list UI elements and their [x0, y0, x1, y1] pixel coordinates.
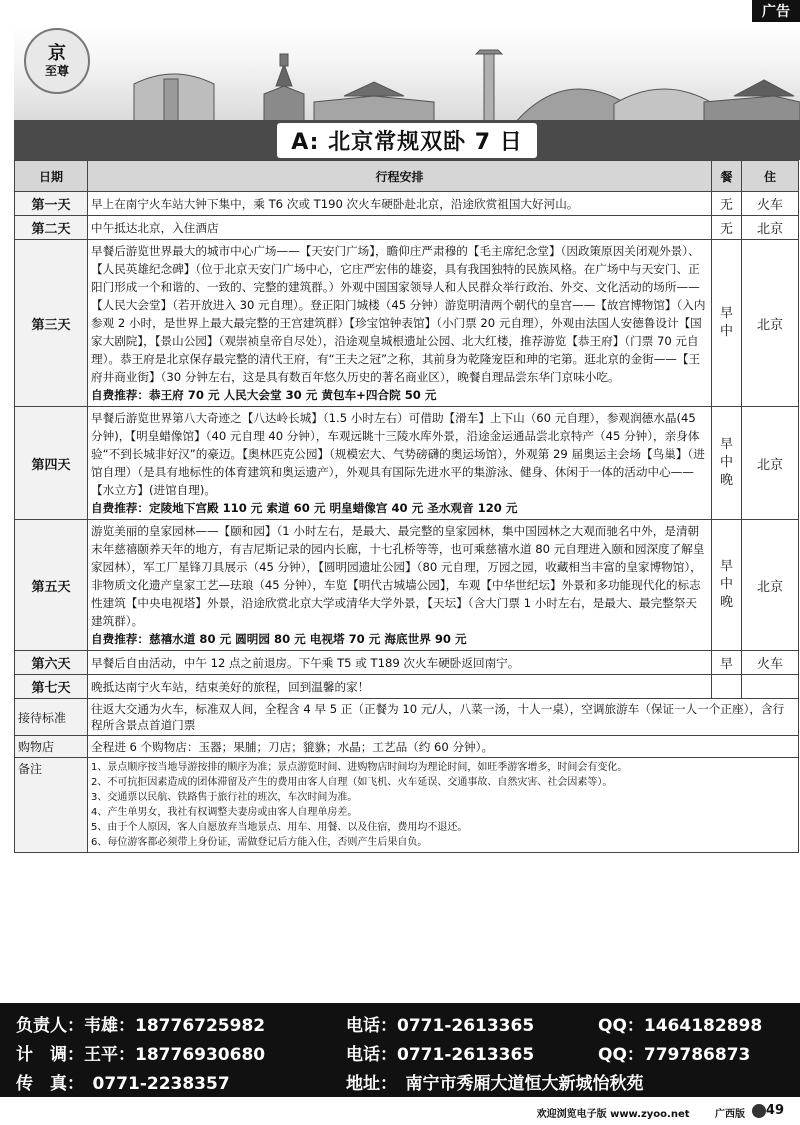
info-row-standard — [15, 699, 799, 736]
day-meal: 早中晚 — [719, 559, 733, 610]
shopping-text: 全程进 6 个购物店：玉器；果脯；刀店；貔貅；水晶；工艺品（约 60 分钟）。 — [88, 736, 799, 758]
day-meal: 早中晚 — [719, 437, 733, 488]
contact-address: 地址： 南宁市秀厢大道恒大新城怡秋苑 — [346, 1074, 644, 1094]
title-bar — [14, 120, 800, 160]
info-row-shopping — [15, 736, 799, 758]
day-label: 第七天 — [15, 675, 88, 699]
contact-qq: QQ：779786873 — [598, 1045, 751, 1065]
note-item: 2、不可抗拒因素造成的团体滞留及产生的费用由客人自理（如飞机、火车延误、交通事故、自然灾害、社会因素等）。 — [91, 777, 613, 788]
day-stay — [742, 675, 799, 699]
table-row — [15, 216, 799, 240]
standard-text: 往返大交通为火车，标准双人间，全程含 4 早 5 正（正餐为 10 元/人，八菜一汤，十人一桌），空调旅游车（保证一人一个正座），含行程所含景点首道门票 — [88, 699, 799, 736]
table-row — [15, 675, 799, 699]
day-meal: 早中 — [719, 306, 733, 339]
contact-qq: QQ：1464182898 — [598, 1016, 763, 1036]
header-stay: 住 — [742, 161, 799, 192]
header-schedule: 行程安排 — [88, 161, 712, 192]
optional-activities: 自费推荐：定陵地下宫殿 110 元 索道 60 元 明皇蜡像宫 40 元 圣水观音 120 元 — [91, 501, 518, 515]
itinerary-table — [14, 160, 799, 853]
day-description: 早餐后自由活动，中午 12 点之前退房。下午乘 T5 或 T189 次火车硬卧返回南宁。 — [88, 651, 712, 675]
note-item: 5、由于个人原因，客人自愿放弃当地景点、用车、用餐、以及住宿，费用均不退还。 — [91, 822, 468, 833]
day-description: 早餐后游览世界第八大奇迹之【八达岭长城】（1.5 小时左右）可借助【滑车】上下山（60 元自理），参观润德水晶(45 分钟)，【明皇蜡像馆】（40 元自理 40 分钟），车观远眺十三陵水库外景，沿途金运通品尝北京特产（45 分钟），亲身体验“不到长城非好汉”的豪迈。【奥林匹克公园】（规模宏大、气势磅礴的奥运场馆），外观第 29 届奥运主会场【鸟巢】（进馆自理）（是具有地标性的体育建筑和奥运遗产），外观具有国际先进水平的集游泳、健身、休闲于一体的活动中心——【水立方】(进馆自理)。 — [91, 411, 705, 497]
day-stay: 北京 — [742, 216, 799, 240]
day-meal: 无 — [712, 216, 742, 240]
day-meal-cell — [712, 407, 742, 520]
logo — [24, 28, 90, 94]
contact-phone: 电话：0771-2613365 — [346, 1045, 535, 1065]
info-row-notes — [15, 758, 799, 853]
footer-site: 欢迎浏览电子版 www.zyoo.net — [536, 1109, 690, 1120]
contact-row — [0, 1040, 800, 1070]
contact-row — [0, 1069, 800, 1099]
optional-activities: 自费推荐：恭王府 70 元 人民大会堂 30 元 黄包车+四合院 50 元 — [91, 388, 437, 402]
page-title: A: 北京常规双卧 7 日 — [277, 123, 537, 158]
day-description-cell — [88, 520, 712, 651]
contact-fax: 传 真： 0771-2238357 — [16, 1074, 230, 1094]
logo-line2: 至尊 — [44, 64, 69, 78]
header-meal: 餐 — [712, 161, 742, 192]
table-row — [15, 407, 799, 520]
table-row — [15, 651, 799, 675]
shopping-label: 购物店 — [15, 736, 88, 758]
page-footer — [0, 1100, 800, 1125]
day-stay: 火车 — [742, 192, 799, 216]
day-meal: 早 — [712, 651, 742, 675]
day-description: 早上在南宁火车站大钟下集中，乘 T6 次或 T190 次火车硬卧赴北京，沿途欣赏祖国大好河山。 — [88, 192, 712, 216]
table-header-row — [15, 161, 799, 192]
table-row — [15, 192, 799, 216]
day-meal-cell — [712, 520, 742, 651]
day-description-cell — [88, 240, 712, 407]
note-item: 6、每位游客都必须带上身份证，需做登记后方能入住，否则产生后果自负。 — [91, 837, 428, 848]
day-label: 第六天 — [15, 651, 88, 675]
edition-badge-icon — [752, 1104, 766, 1118]
day-label: 第四天 — [15, 407, 88, 520]
note-item: 3、交通票以民航、铁路售于旅行社的班次，车次时间为准。 — [91, 792, 358, 803]
notes-list — [88, 758, 799, 853]
day-description: 中午抵达北京，入住酒店 — [88, 216, 712, 240]
day-description: 游览美丽的皇家园林——【颐和园】（1 小时左右，是最大、最完整的皇家园林，集中国园林之大观而驰名中外，是清朝末年慈禧颐养天年的地方，有吉尼斯记录的园内长廊，十七孔桥等等，也可乘慈禧水道 80 元自理进入颐和园深度了解皇家园林），军工厂星锋刀具展示（45 分钟），【圆明园遗址公园】（80 元自理，万园之园，收藏相当丰富的皇家博物馆），非物质文化遗产皇家工艺—珐琅（45 分钟），车览【明代古城墙公园】，车观【中华世纪坛】外景和多功能现代化的标志性建筑【中央电视塔】外景，沿途欣赏北京大学或清华大学外景，【天坛】（含大门票 1 小时左右，是最大、最完整祭天建筑群）。 — [91, 524, 705, 628]
note-item: 4、产生单男女，我社有权调整夫妻房或由客人自理单房差。 — [91, 807, 358, 818]
day-meal: 无 — [712, 192, 742, 216]
day-label: 第一天 — [15, 192, 88, 216]
contact-phone: 电话：0771-2613365 — [346, 1016, 535, 1036]
day-meal-cell — [712, 240, 742, 407]
contact-panel — [0, 1003, 800, 1097]
footer-text — [537, 1105, 745, 1120]
day-meal — [712, 675, 742, 699]
contact-person: 计 调：王平：18776930680 — [16, 1045, 266, 1065]
day-stay: 火车 — [742, 651, 799, 675]
day-description: 早餐后游览世界最大的城市中心广场——【天安门广场】，瞻仰庄严肃穆的【毛主席纪念堂】（因政策原因关闭观外景）、【人民英雄纪念碑】（位于北京天安门广场中心，它庄严宏伟的雄姿，具有我国独特的民族风格。在广场中与天安门、正阳门形成一个和谐的、一致的、完整的建筑群。）外观中国国家领导人和人民群众举行政治、外交、文化活动的场所——【人民大会堂】（若开放进入 30 元自理）。登正阳门城楼（45 分钟）游览明清两个朝代的皇宫——【故宫博物馆】（入内参观 2 小时，是世界上最大最完整的王宫建筑群）【珍宝馆钟表馆】（小门票 20 元自理），外观由法国人安德鲁设计【国家大剧院】，【景山公园】（观崇祯皇帝自尽处），沿途观皇城根遗址公园、北大红楼，推荐游览【恭王府】（门票 70 元自理）。恭王府是北京保存最完整的清代王府，有“王夫之冠”之称，其前身为乾隆宠臣和珅的宅第。逛北京的金街——【王府井商业街】（30 分钟左右，这是具有数百年悠久历史的著名商业区），晚餐自理品尝东华门京味小吃。 — [91, 244, 706, 384]
footer-edition: 广西版 — [715, 1109, 745, 1120]
page-number: 49 — [765, 1103, 784, 1118]
contact-row — [0, 1011, 800, 1041]
day-description: 晚抵达南宁火车站，结束美好的旅程，回到温馨的家！ — [88, 675, 712, 699]
day-label: 第三天 — [15, 240, 88, 407]
header-date: 日期 — [15, 161, 88, 192]
day-label: 第五天 — [15, 520, 88, 651]
standard-label: 接待标准 — [15, 699, 88, 736]
beijing-skyline-illustration — [14, 24, 800, 124]
optional-activities: 自费推荐：慈禧水道 80 元 圆明园 80 元 电视塔 70 元 海底世界 90 元 — [91, 632, 467, 646]
contact-person: 负责人：韦雄：18776725982 — [16, 1016, 266, 1036]
ad-badge: 广告 — [752, 0, 800, 22]
day-label: 第二天 — [15, 216, 88, 240]
day-stay: 北京 — [742, 407, 799, 520]
note-item: 1、景点顺序按当地导游按排的顺序为准；景点游览时间、进购物店时间均为理论时间，如旺季游客增多，时间会有变化。 — [91, 762, 628, 773]
day-stay: 北京 — [742, 520, 799, 651]
table-row — [15, 240, 799, 407]
day-description-cell — [88, 407, 712, 520]
logo-line1: 京 — [48, 43, 66, 64]
day-stay: 北京 — [742, 240, 799, 407]
hero-banner — [14, 24, 800, 124]
table-row — [15, 520, 799, 651]
notes-label: 备注 — [15, 758, 88, 853]
